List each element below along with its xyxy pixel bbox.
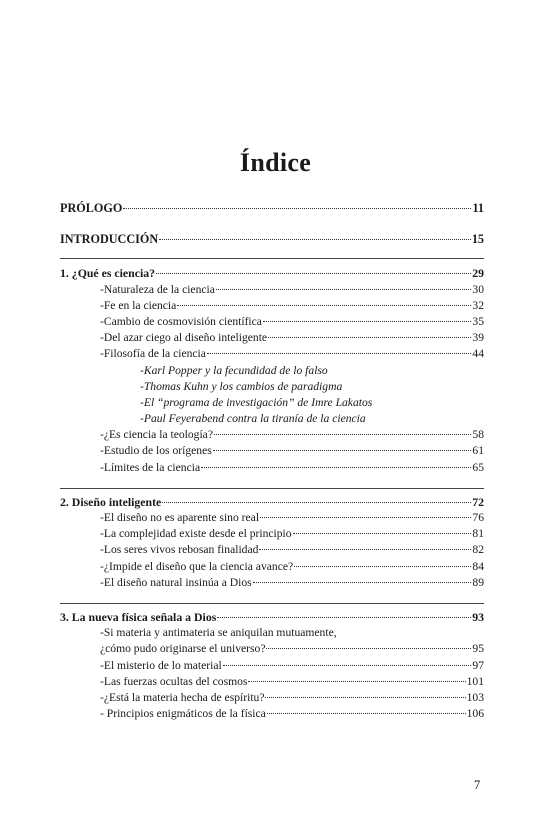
toc-entry-label: -¿Impide el diseño que la ciencia avance? [100, 559, 294, 573]
dot-leader [293, 533, 472, 534]
toc-entry-page: 65 [472, 460, 484, 474]
toc-chapter-3 [60, 609, 484, 625]
page-number: 7 [474, 778, 481, 792]
toc-entry-label: -Del azar ciego al diseño inteligente [100, 331, 268, 345]
toc-entry-page: 61 [472, 444, 484, 458]
toc-entry-introduccion [60, 231, 484, 247]
dot-leader [216, 289, 472, 290]
toc-section [60, 641, 484, 657]
toc-section [60, 330, 484, 346]
toc-entry-label: -Las fuerzas ocultas del cosmos [100, 674, 248, 688]
toc-section [60, 443, 484, 459]
toc-entry-label: -¿Es ciencia la teología? [100, 428, 213, 442]
dot-leader [201, 467, 471, 468]
toc-entry-label: 3. La nueva física señala a Dios [60, 609, 217, 624]
toc-entry-page: 106 [466, 707, 484, 721]
page-title: Índice [239, 148, 312, 177]
dot-leader [162, 502, 471, 503]
toc-section [60, 674, 484, 690]
toc-entry-page: 15 [471, 232, 484, 247]
toc-entry-label: -Paul Feyerabend contra la tiranía de la ciencia [140, 412, 366, 426]
dot-leader [207, 353, 471, 354]
dot-leader [263, 321, 471, 322]
toc-entry-label: -El “programa de investigación” de Imre Lakatos [140, 395, 373, 409]
toc-entry-page: 44 [472, 347, 484, 361]
table-of-contents [60, 200, 484, 722]
toc-section [60, 542, 484, 558]
toc-section [60, 526, 484, 542]
toc-section [60, 690, 484, 706]
toc-entry-label: - Principios enigmáticos de la física [100, 707, 266, 721]
toc-entry-page: 58 [472, 428, 484, 442]
toc-entry-label: -Fe en la ciencia [100, 298, 177, 312]
toc-section [60, 625, 484, 641]
dot-leader [177, 305, 471, 306]
dot-leader [159, 239, 471, 240]
toc-entry-page: 89 [472, 575, 484, 589]
toc-entry-page: 29 [472, 266, 484, 281]
dot-leader [156, 273, 471, 274]
toc-subsection [60, 363, 484, 379]
toc-entry-label: 2. Diseño inteligente [60, 494, 162, 509]
toc-section [60, 427, 484, 443]
toc-entry-label: -¿Está la materia hecha de espíritu? [100, 690, 265, 704]
toc-entry-label: -Karl Popper y la fecundidad de lo falso [140, 363, 328, 377]
toc-section [60, 510, 484, 526]
toc-entry-label: -Estudio de los orígenes [100, 444, 212, 458]
toc-entry-prologo [60, 200, 484, 216]
toc-section [60, 314, 484, 330]
toc-entry-label: -Los seres vivos rebosan finalidad [100, 543, 259, 557]
dot-leader [214, 434, 471, 435]
dot-leader [259, 549, 471, 550]
section-divider [60, 258, 484, 259]
dot-leader [260, 517, 471, 518]
toc-section [60, 460, 484, 476]
toc-entry-label: -El diseño no es aparente sino real [100, 511, 260, 524]
toc-section [60, 706, 484, 722]
toc-entry-page: 76 [472, 511, 484, 524]
section-divider [60, 603, 484, 604]
toc-subsection [60, 395, 484, 411]
dot-leader [213, 450, 472, 451]
toc-section [60, 282, 484, 298]
toc-entry-label: -El misterio de lo material [100, 658, 222, 672]
toc-entry-page: 97 [472, 658, 484, 672]
toc-entry-label: 1. ¿Qué es ciencia? [60, 266, 156, 281]
section-divider [60, 488, 484, 489]
dot-leader [217, 617, 471, 618]
toc-entry-label: -Filosofía de la ciencia [100, 347, 206, 361]
toc-subsection [60, 379, 484, 395]
toc-entry-page: 39 [472, 331, 484, 345]
toc-entry-label: -Naturaleza de la ciencia [100, 282, 215, 296]
toc-section [60, 346, 484, 362]
toc-entry-page: 93 [472, 609, 484, 624]
toc-entry-page: 11 [472, 201, 484, 215]
toc-entry-page: 82 [472, 543, 484, 557]
toc-entry-label: -Thomas Kuhn y los cambios de paradigma [140, 379, 343, 393]
dot-leader [265, 697, 465, 698]
toc-chapter-1 [60, 265, 484, 281]
toc-entry-page: 103 [466, 690, 484, 704]
toc-entry-page: 35 [472, 314, 484, 328]
toc-entry-page: 95 [472, 642, 484, 656]
toc-section [60, 658, 484, 674]
toc-entry-label: PRÓLOGO [60, 201, 123, 215]
dot-leader [267, 713, 466, 714]
toc-entry-page: 30 [472, 282, 484, 296]
toc-entry-page: 81 [472, 527, 484, 541]
toc-section [60, 298, 484, 314]
toc-entry-page: 32 [472, 298, 484, 312]
toc-entry-label: -Cambio de cosmovisión científica [100, 314, 262, 328]
toc-entry-label: -El diseño natural insinúa a Dios [100, 575, 252, 589]
toc-entry-label: -Si materia y antimateria se aniquilan mutuamente, [100, 626, 337, 640]
toc-entry-label: INTRODUCCIÓN [60, 232, 159, 247]
dot-leader [223, 665, 472, 666]
toc-section [60, 575, 484, 591]
dot-leader [294, 566, 471, 567]
dot-leader [268, 337, 471, 338]
toc-chapter-2 [60, 494, 484, 510]
toc-entry-page: 84 [472, 559, 484, 573]
dot-leader [123, 208, 471, 209]
dot-leader [253, 582, 472, 583]
toc-entry-label: -La complejidad existe desde el principio [100, 527, 292, 541]
toc-section [60, 559, 484, 575]
dot-leader [266, 648, 471, 649]
toc-entry-label: -Límites de la ciencia [100, 460, 201, 474]
toc-entry-page: 72 [472, 494, 484, 509]
toc-subsection [60, 411, 484, 427]
toc-entry-label: ¿cómo pudo originarse el universo? [100, 642, 266, 656]
dot-leader [248, 681, 465, 682]
toc-entry-page: 101 [466, 674, 484, 688]
